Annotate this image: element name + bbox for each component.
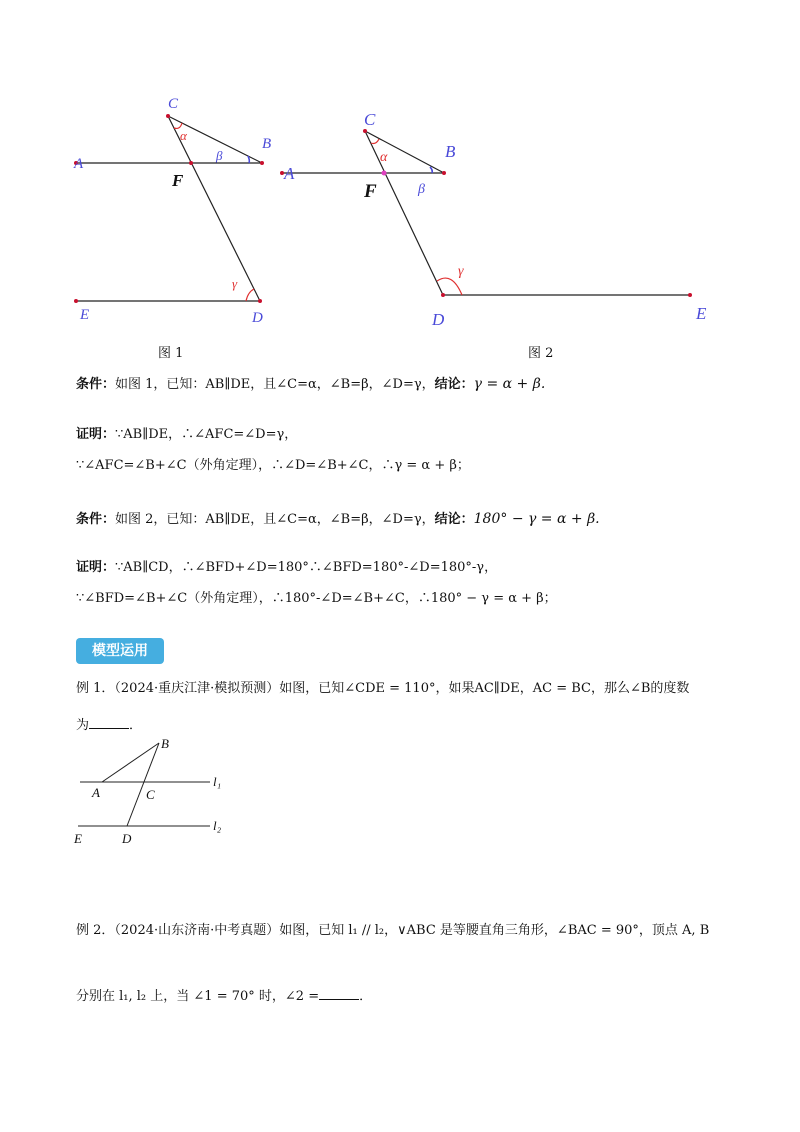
fig1-label-beta: β [216, 148, 223, 163]
ex1-label-e: E [74, 831, 82, 846]
fig2-point-e [688, 293, 692, 297]
ex1-label-a: A [92, 785, 100, 800]
figure-1 [70, 90, 290, 330]
ex1-label-c: C [146, 787, 155, 802]
fig2-point-b [442, 171, 446, 175]
condition-2-text: 如图 2，已知：AB∥DE，且∠C=α，∠B=β，∠D=γ， [115, 512, 435, 527]
ex1-label-l2: l₂ [213, 818, 222, 833]
fig1-line-cd [168, 116, 260, 301]
fig2-alpha-arc [371, 139, 379, 144]
fig1-label-e: E [80, 307, 90, 323]
figure-2 [280, 95, 720, 335]
conclusion-2-label: 结论： [434, 512, 474, 527]
example-1-line-2 [76, 714, 142, 735]
ex1-label-b: B [161, 736, 169, 751]
condition-1-label: 条件： [76, 377, 116, 392]
fig2-label-d: D [432, 310, 445, 329]
proof-2-text-2: ∵∠BFD=∠B+∠C（外角定理），∴180°-∠D=∠B+∠C，∴180° − γ = α + β； [76, 591, 557, 606]
fig2-label-f: F [364, 181, 377, 202]
proof-1-text-1: ∵AB∥DE，∴∠AFC=∠D=γ， [115, 427, 298, 442]
ex1-label-d: D [122, 831, 132, 846]
fig1-label-a: A [74, 156, 84, 172]
fig1-label-alpha: α [180, 128, 187, 143]
fig1-label-c: C [168, 96, 179, 112]
fig2-caption: 图 2 [528, 346, 554, 361]
fig2-point-d [441, 293, 445, 297]
fig1-point-b [260, 161, 264, 165]
example-2-line-1 [76, 922, 709, 940]
fig1-gamma-arc [246, 289, 254, 301]
condition-1-text: 如图 1，已知：AB∥DE，且∠C=α，∠B=β，∠D=γ， [115, 377, 435, 392]
fig2-label-b: B [445, 142, 456, 161]
fig1-label-f: F [172, 171, 184, 190]
ex1-label-l1: l₁ [213, 774, 222, 789]
example-2-text-2: 分别在 l₁, l₂ 上，当 ∠1 = 70° 时，∠2 = [76, 989, 320, 1004]
fig2-label-alpha: α [380, 150, 388, 165]
ex1-line-ab [102, 743, 159, 782]
proof-1-line-1 [76, 426, 297, 444]
proof-2-line-1 [76, 559, 497, 577]
proof-1-line-2 [76, 457, 470, 475]
fig1-beta-arc [248, 156, 249, 163]
section-badge: 模型运用 [76, 638, 164, 664]
conclusion-1-formula: γ = α + β. [473, 376, 546, 392]
fig2-beta-arc [430, 167, 432, 173]
proof-1-text-2: ∵∠AFC=∠B+∠C（外角定理），∴∠D=∠B+∠C，∴γ = α + β； [76, 458, 470, 473]
proof-2-line-2 [76, 590, 557, 608]
fig2-point-f [382, 171, 387, 176]
fig1-label-d: D [252, 310, 263, 326]
example-1-text-2-end: ． [129, 718, 143, 733]
condition-1 [76, 375, 545, 394]
example-2-answer-blank[interactable] [319, 985, 359, 1000]
fig1-label-b: B [262, 136, 272, 152]
conclusion-1-label: 结论： [434, 377, 474, 392]
example-1-text-2: 为 [76, 718, 90, 733]
ex1-line-bd [127, 743, 159, 826]
fig2-point-c [363, 129, 367, 133]
fig1-caption: 图 1 [158, 346, 184, 361]
fig1-point-e [74, 299, 78, 303]
example-2-text-1: 例 2．（2024·山东济南·中考真题）如图，已知 l₁ // l₂，∨ABC 是等腰直角三角形，∠BAC = 90°，顶点 A, B [76, 923, 710, 938]
proof-2-text-1: ∵AB∥CD，∴∠BFD+∠D=180°∴∠BFD=180°-∠D=180°-γ， [115, 560, 498, 575]
fig2-gamma-arc [437, 278, 462, 295]
fig2-label-beta: β [418, 182, 425, 197]
example-2-text-2-end: ． [359, 989, 373, 1004]
fig1-point-f [189, 161, 193, 165]
conclusion-2-formula: 180° − γ = α + β. [473, 511, 600, 527]
fig2-label-c: C [364, 110, 376, 129]
fig2-label-e: E [696, 304, 707, 323]
example-1-answer-blank[interactable] [89, 714, 129, 729]
example-1-line-1 [76, 680, 689, 698]
fig2-line-cd [365, 131, 443, 295]
example-1-text-1: 例 1．（2024·重庆江津·模拟预测）如图，已知∠CDE = 110°，如果AC∥DE，AC = BC，那么∠B的度数 [76, 681, 690, 696]
fig2-label-a: A [284, 164, 295, 183]
fig1-point-c [166, 114, 170, 118]
fig2-label-gamma: γ [458, 264, 464, 279]
fig1-label-gamma: γ [232, 276, 238, 291]
fig2-line-cb [365, 131, 444, 173]
example-2-line-2 [76, 985, 372, 1006]
example-1-figure [70, 735, 240, 850]
condition-2-label: 条件： [76, 512, 116, 527]
fig1-point-d [258, 299, 262, 303]
proof-1-label: 证明： [76, 427, 116, 442]
condition-2 [76, 510, 600, 529]
proof-2-label: 证明： [76, 560, 116, 575]
